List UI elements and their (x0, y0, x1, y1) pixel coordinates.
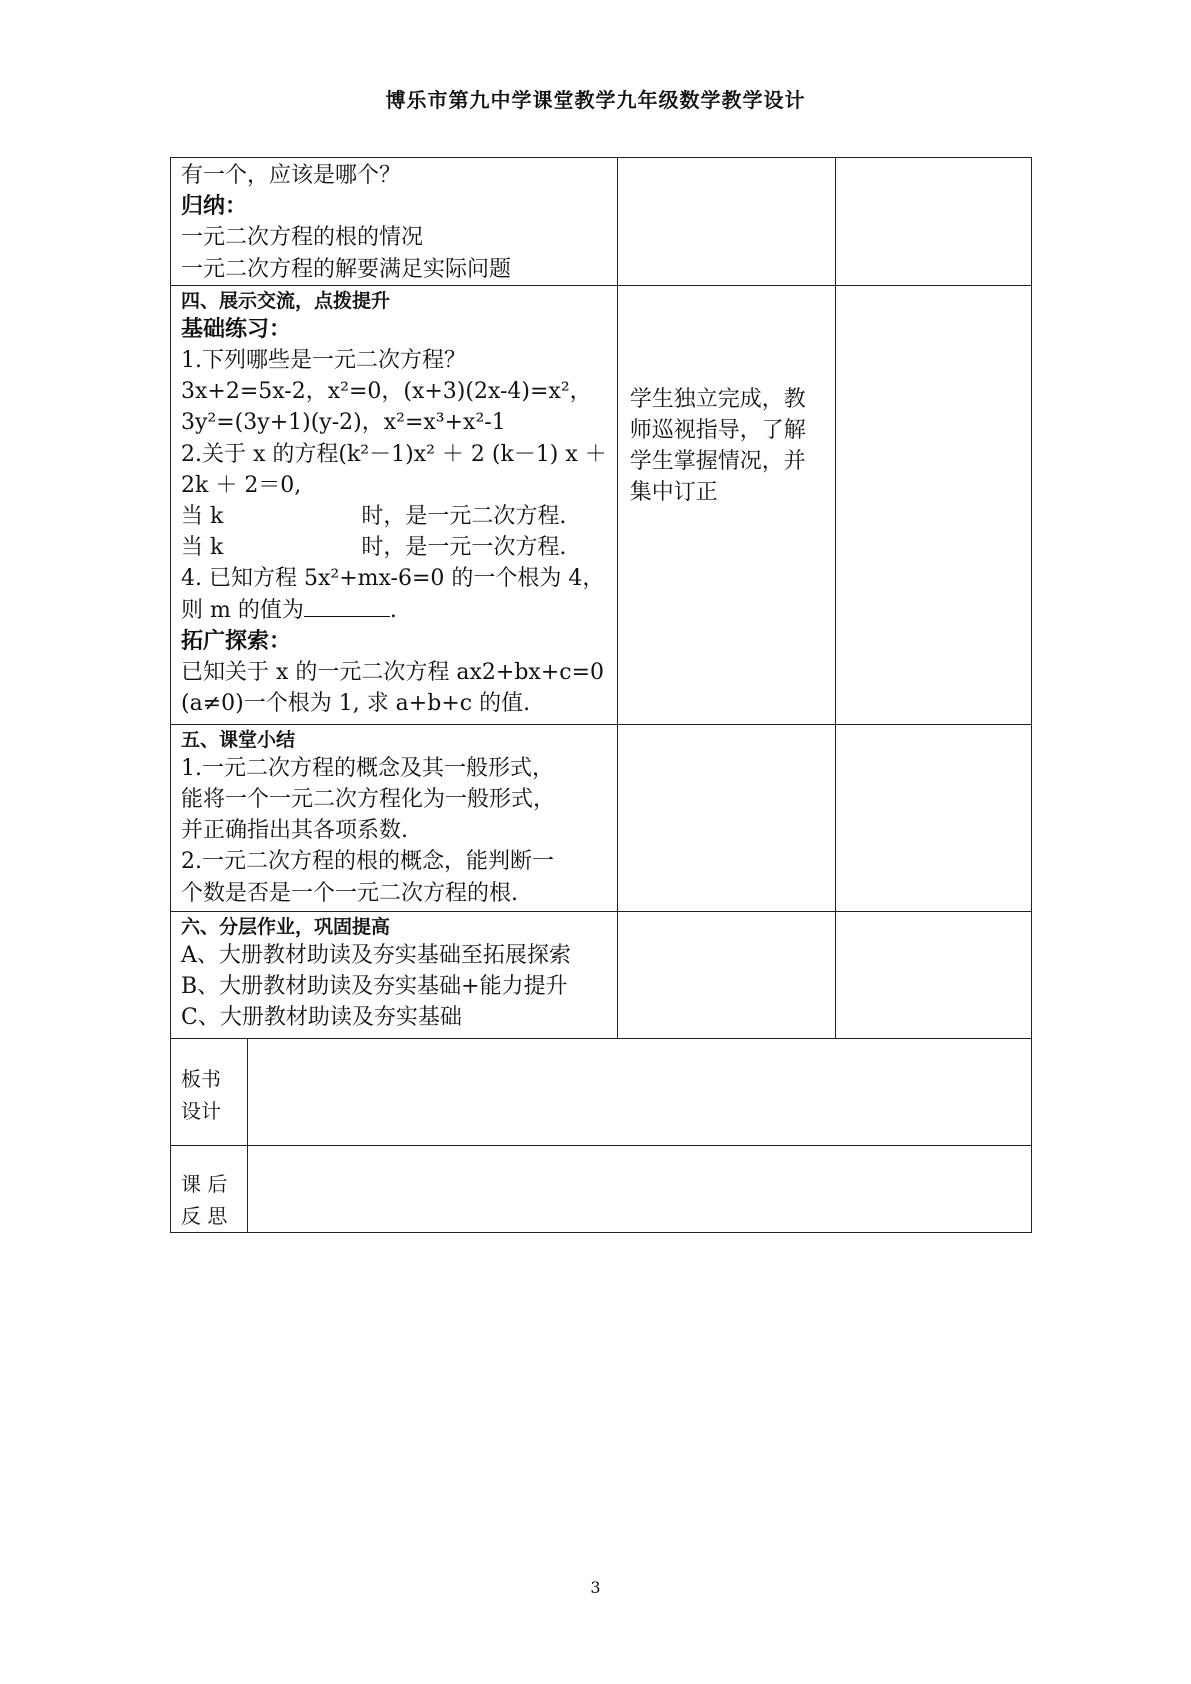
row-homework (171, 911, 1032, 1038)
question-4-blank-line (181, 595, 607, 626)
row1-heading: 归纳： (181, 193, 248, 220)
summary-line: 2.一元二次方程的根的概念，能判断一 (181, 849, 554, 875)
summary-line: 个数是否是一个一元二次方程的根. (181, 880, 518, 906)
summary-line: 1.一元二次方程的概念及其一般形式， (181, 755, 554, 781)
extension-question: (a≠0)一个根为 1, 求 a+b+c 的值. (181, 691, 531, 717)
question-1-equations: 3x+2=5x-2，x²=0，(x+3)(2x-4)=x²， (181, 379, 592, 405)
row-summary (171, 158, 1032, 286)
row3-col3 (835, 724, 1031, 911)
answer-blank (304, 596, 390, 617)
question-1: 1.下列哪些是一元二次方程？ (181, 348, 466, 374)
row2-content (171, 285, 618, 724)
row2-col3 (835, 285, 1031, 724)
basic-practice-label: 基础练习： (181, 315, 292, 342)
row3-content (171, 724, 618, 911)
reflection-label-line: 课 后 (181, 1171, 228, 1196)
section-title: 五、课堂小结 (181, 728, 296, 751)
question-4-prefix: 则 m 的值为 (181, 597, 304, 623)
row4-col3 (835, 911, 1031, 1038)
homework-line: B、大册教材助读及夯实基础+能力提升 (181, 974, 568, 1000)
row-reflection (171, 1145, 1032, 1232)
extension-label: 拓广探索： (181, 627, 292, 654)
question-1-equations: 3y²=(3y+1)(y-2)，x²=x³+x²-1 (181, 410, 506, 436)
question-4: 4. 已知方程 5x²+mx-6=0 的一个根为 4， (181, 566, 605, 592)
lesson-table (170, 157, 1032, 1233)
question-2: 2.关于 x 的方程(k²－1)x² ＋ 2 (k－1) x ＋ (181, 441, 607, 467)
summary-line: 并正确指出其各项系数. (181, 818, 408, 844)
question-2-blank-line (181, 532, 607, 563)
row1-col2 (617, 158, 835, 286)
question-2-suffix: 时，是一元二次方程. (361, 504, 567, 530)
row1-line: 一元二次方程的解要满足实际问题 (181, 256, 512, 282)
section-title: 四、展示交流，点拨提升 (181, 289, 391, 312)
board-design-label-line: 设计 (181, 1098, 221, 1123)
question-2-prefix: 当 k (181, 504, 224, 530)
row1-col3 (835, 158, 1031, 286)
row1-content (171, 158, 618, 286)
student-activity-line: 集中订正 (629, 480, 718, 506)
row1-line: 一元二次方程的根的情况 (181, 225, 424, 251)
homework-line: C、大册教材助读及夯实基础 (181, 1005, 462, 1031)
page-number: 3 (590, 1578, 601, 1597)
extension-question: 已知关于 x 的一元二次方程 ax2+bx+c=0 (181, 660, 605, 686)
page-header: 博乐市第九中学课堂教学九年级数学教学设计 (385, 88, 806, 112)
board-design-label (171, 1038, 248, 1145)
student-activity-line: 学生掌握情况，并 (629, 449, 806, 475)
reflection-content (247, 1145, 1031, 1232)
question-2-blank-line (181, 501, 607, 532)
row4-col2 (617, 911, 835, 1038)
question-2: 2k ＋ 2＝0, (181, 472, 302, 498)
student-activity-cell (617, 285, 835, 724)
section-title: 六、分层作业，巩固提高 (181, 915, 391, 938)
reflection-label-line: 反 思 (181, 1203, 228, 1228)
board-design-label-line: 板书 (181, 1066, 221, 1091)
row-practice (171, 285, 1032, 724)
row1-line: 有一个，应该是哪个？ (181, 163, 402, 188)
row-board-design (171, 1038, 1032, 1145)
reflection-label (171, 1145, 248, 1232)
question-4-suffix: . (389, 597, 397, 623)
student-activity-line: 师巡视指导，了解 (629, 418, 806, 444)
question-2-prefix: 当 k (181, 535, 224, 561)
row3-col2 (617, 724, 835, 911)
question-2-suffix: 时，是一元一次方程. (361, 535, 567, 561)
summary-line: 能将一个一元二次方程化为一般形式， (181, 787, 556, 813)
board-design-content (247, 1038, 1031, 1145)
student-activity-line: 学生独立完成，教 (629, 386, 806, 412)
row-class-summary (171, 724, 1032, 911)
homework-line: A、大册教材助读及夯实基础至拓展探索 (181, 942, 571, 968)
row4-content (171, 911, 618, 1038)
